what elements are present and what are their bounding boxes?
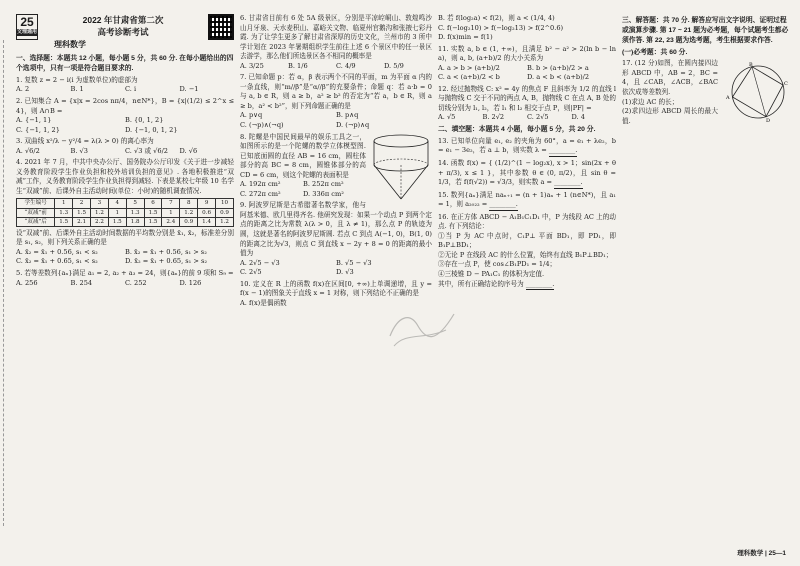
paper-header [16,14,234,50]
table-cell: 1 [55,199,73,208]
table-cell: 1.5 [144,208,162,217]
option-a: A. a > b > (a+b)/2 [438,63,500,72]
table-row [17,208,234,217]
table-cell: 学生编号 [17,199,55,208]
question-stem: 14. 函数 f(x) = { (1/2)^(1 − log₂x), x > 1；sin(2x + θ + π/3), x ≤ 1 }，其中参数 θ ∈ (0, π/2)，且 sin θ = 1/3，若 f(f(√2)) = √3/3，则实数 a = [438,158,616,187]
question-16 [438,213,616,290]
title-line-2: 高考诊断考试 [97,27,149,38]
question-stem: 5. 若等差数列{aₙ}满足 a₁ = 2, a₂ + a₃ = 24，则{aₙ}的前 9 项和 S₉ = [16,268,234,277]
option-a: A. p∨q [240,111,263,120]
option-d: D. a < b < (a+b)/2 [527,73,590,82]
table-cell: 0.9 [180,217,198,226]
table-cell: 1.2 [91,208,109,217]
option-a: A. √5 [438,113,456,122]
options [16,116,234,135]
options [438,64,616,83]
option-d: D. 336π cm² [303,189,344,198]
activity-time-table [16,198,234,226]
option-b: B. 252π cm² [303,180,344,189]
table-cell: 1.5 [55,217,73,226]
table-cell: 2.1 [73,217,91,226]
binding-line [3,40,7,526]
question-7 [240,73,432,130]
table-cell: 1.8 [126,217,144,226]
subsection-heading: (一)必考题：共 60 分. [622,48,688,56]
question-stem: 7. 已知命题 p：若 α，β 表示两个不同的平面，m 为平面 α 内的一条直线，则“m//β”是“α//β”的充要条件；命题 q：若 a·b = 0 与 a, b ∈ R，则 a ≥ b，a² ≥ b² 的否定为“若 a，b ∈ R，则 a ≥ b，a² < b²”，则下列命题正确的是 [240,73,432,110]
option-a: A. f(x)是偶函数 [240,298,287,307]
options [240,180,366,199]
question-2 [16,97,234,135]
option-b: B. 1/6 [288,61,308,70]
option-c: C. a < (a+b)/2 < b [438,73,500,82]
option-a: A. 3/25 [240,61,264,70]
options [240,259,432,278]
table-cell: “双减”后 [17,217,55,226]
question-stem: 2. 已知集合 A = {x|x = 2cos nπ/4，n∈N*}，B = {x|(1/2) ≤ 2^x ≤ 4}，则 A∩B = [16,97,234,115]
option-d: D. {−1, 0, 1, 2} [125,125,178,134]
option-c: C. {−1, 1, 2} [16,125,60,134]
question-4 [16,158,234,267]
table-cell: 1.3 [126,208,144,217]
answer-blank[interactable]: ________. [554,178,582,189]
options [240,62,432,72]
statement-item: ③存在一点 P，使 cos∠B₁PD₁ = 1/4； [438,260,557,269]
title-line-1: 2022 年甘肃省第二次 [82,15,164,25]
table-cell: “双减”前 [17,208,55,217]
option-a: A. 256 [16,278,38,287]
answer-blank[interactable]: ________. [549,146,577,157]
spinning-top-figure [370,133,432,205]
table-cell: 1.4 [198,217,216,226]
option-b: B. p∧q [336,111,359,120]
options [16,248,234,267]
svg-text:A: A [726,95,730,102]
option-c: C. 252 [125,278,147,287]
table-cell: 2.4 [162,217,180,226]
question-tail: 设“双减”前、后课外自主活动时间数据的平均数分别是 x̄₁, x̄₂，标准差分别是 s₁, s₂，则下列关系正确的是 [16,228,234,247]
table-cell: 1.3 [55,208,73,217]
option-b: B. 254 [70,278,93,287]
table-cell: 2 [73,199,91,208]
question-14 [438,159,616,189]
option-d: D. −1 [179,85,199,94]
table-cell: 0.9 [216,208,234,217]
option-b: B. b > (a+b)/2 > a [527,63,589,72]
option-c: C. √3 或 √6/2 [125,146,168,155]
table-cell: 4 [108,199,126,208]
options [16,147,234,157]
answer-blank[interactable]: ________. [489,200,517,211]
table-cell: 10 [216,199,234,208]
option-b: B. 2√2 [482,113,505,122]
option-b: B. 1 [70,85,84,94]
statement-item: ④三棱锥 D − PA₁C₁ 的体积为定值. [438,269,545,278]
table-cell: 8 [180,199,198,208]
option-a: A. x̄₂ = x̄₁ + 0.56, s₁ < s₂ [16,247,98,256]
table-cell: 2.2 [91,217,109,226]
table-cell: 6 [144,199,162,208]
column-4 [622,14,792,550]
option-d: D. √3 [336,268,354,277]
option-c: C. f(−log₂10) > f(−log₂13) > f(2^0.6) [438,23,564,32]
option-d: D. 5/9 [384,61,404,70]
table-cell: 1 [162,208,180,217]
option-b: B. √5 − √3 [336,258,372,267]
question-12 [438,85,616,123]
options [438,113,616,123]
column-3 [438,14,616,550]
question-1 [16,76,234,95]
question-stem: 16. 在正方体 ABCD − A₁B₁C₁D₁ 中，P 为线段 AC 上的动点. 有下列结论： [438,212,616,231]
option-c: C. i [125,85,137,94]
option-a: A. √6/2 [16,146,40,155]
section-3-heading: 三、解答题：共 70 分. 解答应写出文字说明、证明过程或演算步骤. 第 17 ~ 21 题为必考题，每个试题考生都必须作答. 第 22, 23 题为选考题，考生根据要求作答. [622,17,789,44]
question-part-2: (2)求四边形 ABCD 周长的最大值. [622,107,718,125]
option-b: B. {0, 1, 2} [125,116,164,125]
question-stem: 17. (12 分)如图，在圆内接四边形 ABCD 中，AB = 2，BC = 4，且 ∠CAB，∠ACB，∠BAC 依次成等差数列. [622,59,718,97]
question-stem: 1. 复数 z = 2 − i(i 为虚数单位)的虚部为 [16,75,138,84]
question-9 [240,201,432,277]
question-3 [16,137,234,156]
options [240,111,432,130]
question-15 [438,191,616,211]
answer-blank[interactable]: ________. [526,280,554,291]
option-b: B. 若 f(log₂a) < f(2)，则 a < (1/4, 4) [438,14,555,22]
option-c: C. 272π cm² [240,189,281,198]
svg-text:D: D [766,118,771,124]
subject-title: 理科数学 [54,39,86,49]
question-10-continued [438,14,616,43]
statement-item: ②无论 P 在线段 AC 的什么位置，始终有直线 B₁P⊥BD₁； [438,250,613,259]
question-8 [240,133,432,200]
svg-text:B: B [749,62,753,69]
options [16,279,234,289]
table-cell: 1 [108,208,126,217]
option-d: D. 4 [571,113,585,122]
option-d: D. √6 [179,146,198,155]
question-13 [438,137,616,157]
footer-subject: 理科数学 [737,549,764,557]
column-1 [16,14,234,550]
question-stem: 15. 数列{aₙ}满足 naₙ₊₁ = (n + 1)aₙ + 1 (n∈N*)，且 a₁ = 1，则 a₂₀₂₂ = [438,190,616,209]
question-stem: 8. 陀螺是中国民间最早的娱乐工具之一，如图所示的是一个陀螺的数学立体模型图. 已知底面圆的直径 AB = 16 cm，圆柱体部分的高 BC = 8 cm，圆锥体部分的高 CD = 6 cm，则这个陀螺的表面积是 [240,132,366,179]
option-d: D. 126 [179,278,202,287]
question-stem: 4. 2021 年 7 月，中共中央办公厅、国务院办公厅印发《关于进一步减轻义务教育阶段学生作业负担和校外培训负担的意见》. 各地积极推进“双减”工作，义务教育阶段学生作业负担得到减轻. 下表是某校七年级 10 名学生“双减”前、后课外自主活动时间(单位：小时)的随机调查情况. [16,158,234,195]
svg-text:C: C [784,81,788,88]
table-cell: 3 [91,199,109,208]
qr-code-icon [208,14,234,40]
option-d: D. x̄₂ = x̄₁ + 0.65, s₁ > s₂ [125,257,208,266]
question-5 [16,269,234,288]
option-a: A. {−1, 1} [16,116,52,125]
table-cell: 9 [198,199,216,208]
question-17 [622,59,792,126]
question-stem: 13. 已知单位向量 e₁, e₂ 的夹角为 60°，a = e₁ + λe₂，b = e₁ − 3e₂，若 a ⊥ b，则实数 λ = [438,136,616,155]
table-cell: 5 [126,199,144,208]
badge-number: 25 [20,15,34,29]
page-number: 25—1 [768,549,786,557]
question-stem: 9. 阿波罗尼斯是古希腊著名数学家，他与阿基米德、欧几里得齐名. 他研究发现：如果一个动点 P 到两个定点的距离之比为常数 λ(λ > 0，且 λ ≠ 1)，那么点 P 的轨迹为圆，这就是著名的阿波罗尼斯圆. 若点 C 到点 A(−1, 0)，B(1, 0)的距离之比为√3，则点 C 到直线 x − 2y + 8 = 0 的距离的最小值为 [240,201,432,258]
option-d: D. (¬p)∧q [336,121,370,130]
option-a: A. 2 [16,85,30,94]
table-cell: 1.5 [144,217,162,226]
option-a: A. 2√5 − √3 [240,258,280,267]
question-11 [438,45,616,83]
question-tail: 其中，所有正确结论的序号为 [438,279,524,288]
table-cell: 1.2 [180,208,198,217]
paper-title [44,14,202,50]
option-b: B. x̄₂ = x̄₁ + 0.56, s₁ > s₂ [125,247,207,256]
question-part-1: (1)求边 AC 的长； [622,97,679,106]
option-a: A. 192π cm² [240,180,281,189]
option-c: C. 2√5 [240,268,262,277]
option-c: C. 2√5 [527,113,549,122]
question-stem: 10. 定义在 R 上的函数 f(x)在区间[0, +∞)上单调递增，且 y = f(x − 1)的图象关于直线 x = 1 对称，则下列结论不正确的是 [240,279,432,298]
table-row [17,217,234,226]
section-1-heading: 一、选择题：本题共 12 小题，每小题 5 分，共 60 分. 在每小题给出的四个选项中，只有一项是符合题目要求的. [16,55,234,73]
question-stem: 11. 实数 a, b ∈ (1, +∞)，且满足 b² − a² > 2(ln b − ln a)，则 a, b, (a+b)/2 的大小关系为 [438,44,616,63]
question-stem: 12. 经过抛物线 C: x² = 4y 的焦点 F 且斜率为 1/2 的直线 l 与抛物线 C 交于不同的两点 A, B，抛物线 C 在点 A, B 处的切线分别为 l₁, l₂，若 l₁ 和 l₂ 相交于点 P，则|PF| = [438,84,616,112]
inscribed-quadrilateral-figure [722,61,792,123]
question-6 [240,14,432,71]
table-cell: 7 [162,199,180,208]
question-stem: 3. 双曲线 x²/λ − y²/4 = λ(λ > 0) 的离心率为 [16,137,154,146]
column-2 [240,14,432,550]
table-cell: 1.5 [73,208,91,217]
paper-number-badge [16,14,38,40]
option-b: B. √3 [70,146,88,155]
option-c: C. x̄₂ = x̄₁ + 0.65, s₁ < s₂ [16,257,98,266]
statement-item: ①当 P 为 AC 中点时，C₁P⊥ 平面 BD₁，即 PD₁，即 B₁P⊥BD₁； [438,231,616,250]
table-cell: 0.6 [198,208,216,217]
page-footer: 理科数学 | 25—1 [737,549,786,557]
table-header-row [17,199,234,208]
question-stem: 6. 甘肃省目前有 6 处 5A 级景区，分别是平凉崆峒山、敦煌鸣沙山月牙泉、天水麦积山、嘉峪关文物、临夏州官鹅沟和张掖七彩丹霞. 为了让学生更多了解甘肃省深厚的历史文化，兰州市的 3 所中学计划在 2023 年暑期组织学生前往上述 6 个景区中的任一景区去游学，那么他们所选景区各不相同的概率是 [240,14,432,61]
section-2-heading: 二、填空题：本题共 4 小题，每小题 5 分，共 20 分. [438,126,596,134]
options [16,85,234,95]
option-d: D. f(x)min = f(1) [438,33,493,42]
handwritten-mark-icon [384,296,462,354]
badge-subtitle: 文理通用 [17,29,38,35]
table-cell: 1.2 [216,217,234,226]
option-c: C. 4/9 [336,61,356,70]
table-cell: 1.5 [108,217,126,226]
option-c: C. (¬p)∧(¬q) [240,121,284,130]
